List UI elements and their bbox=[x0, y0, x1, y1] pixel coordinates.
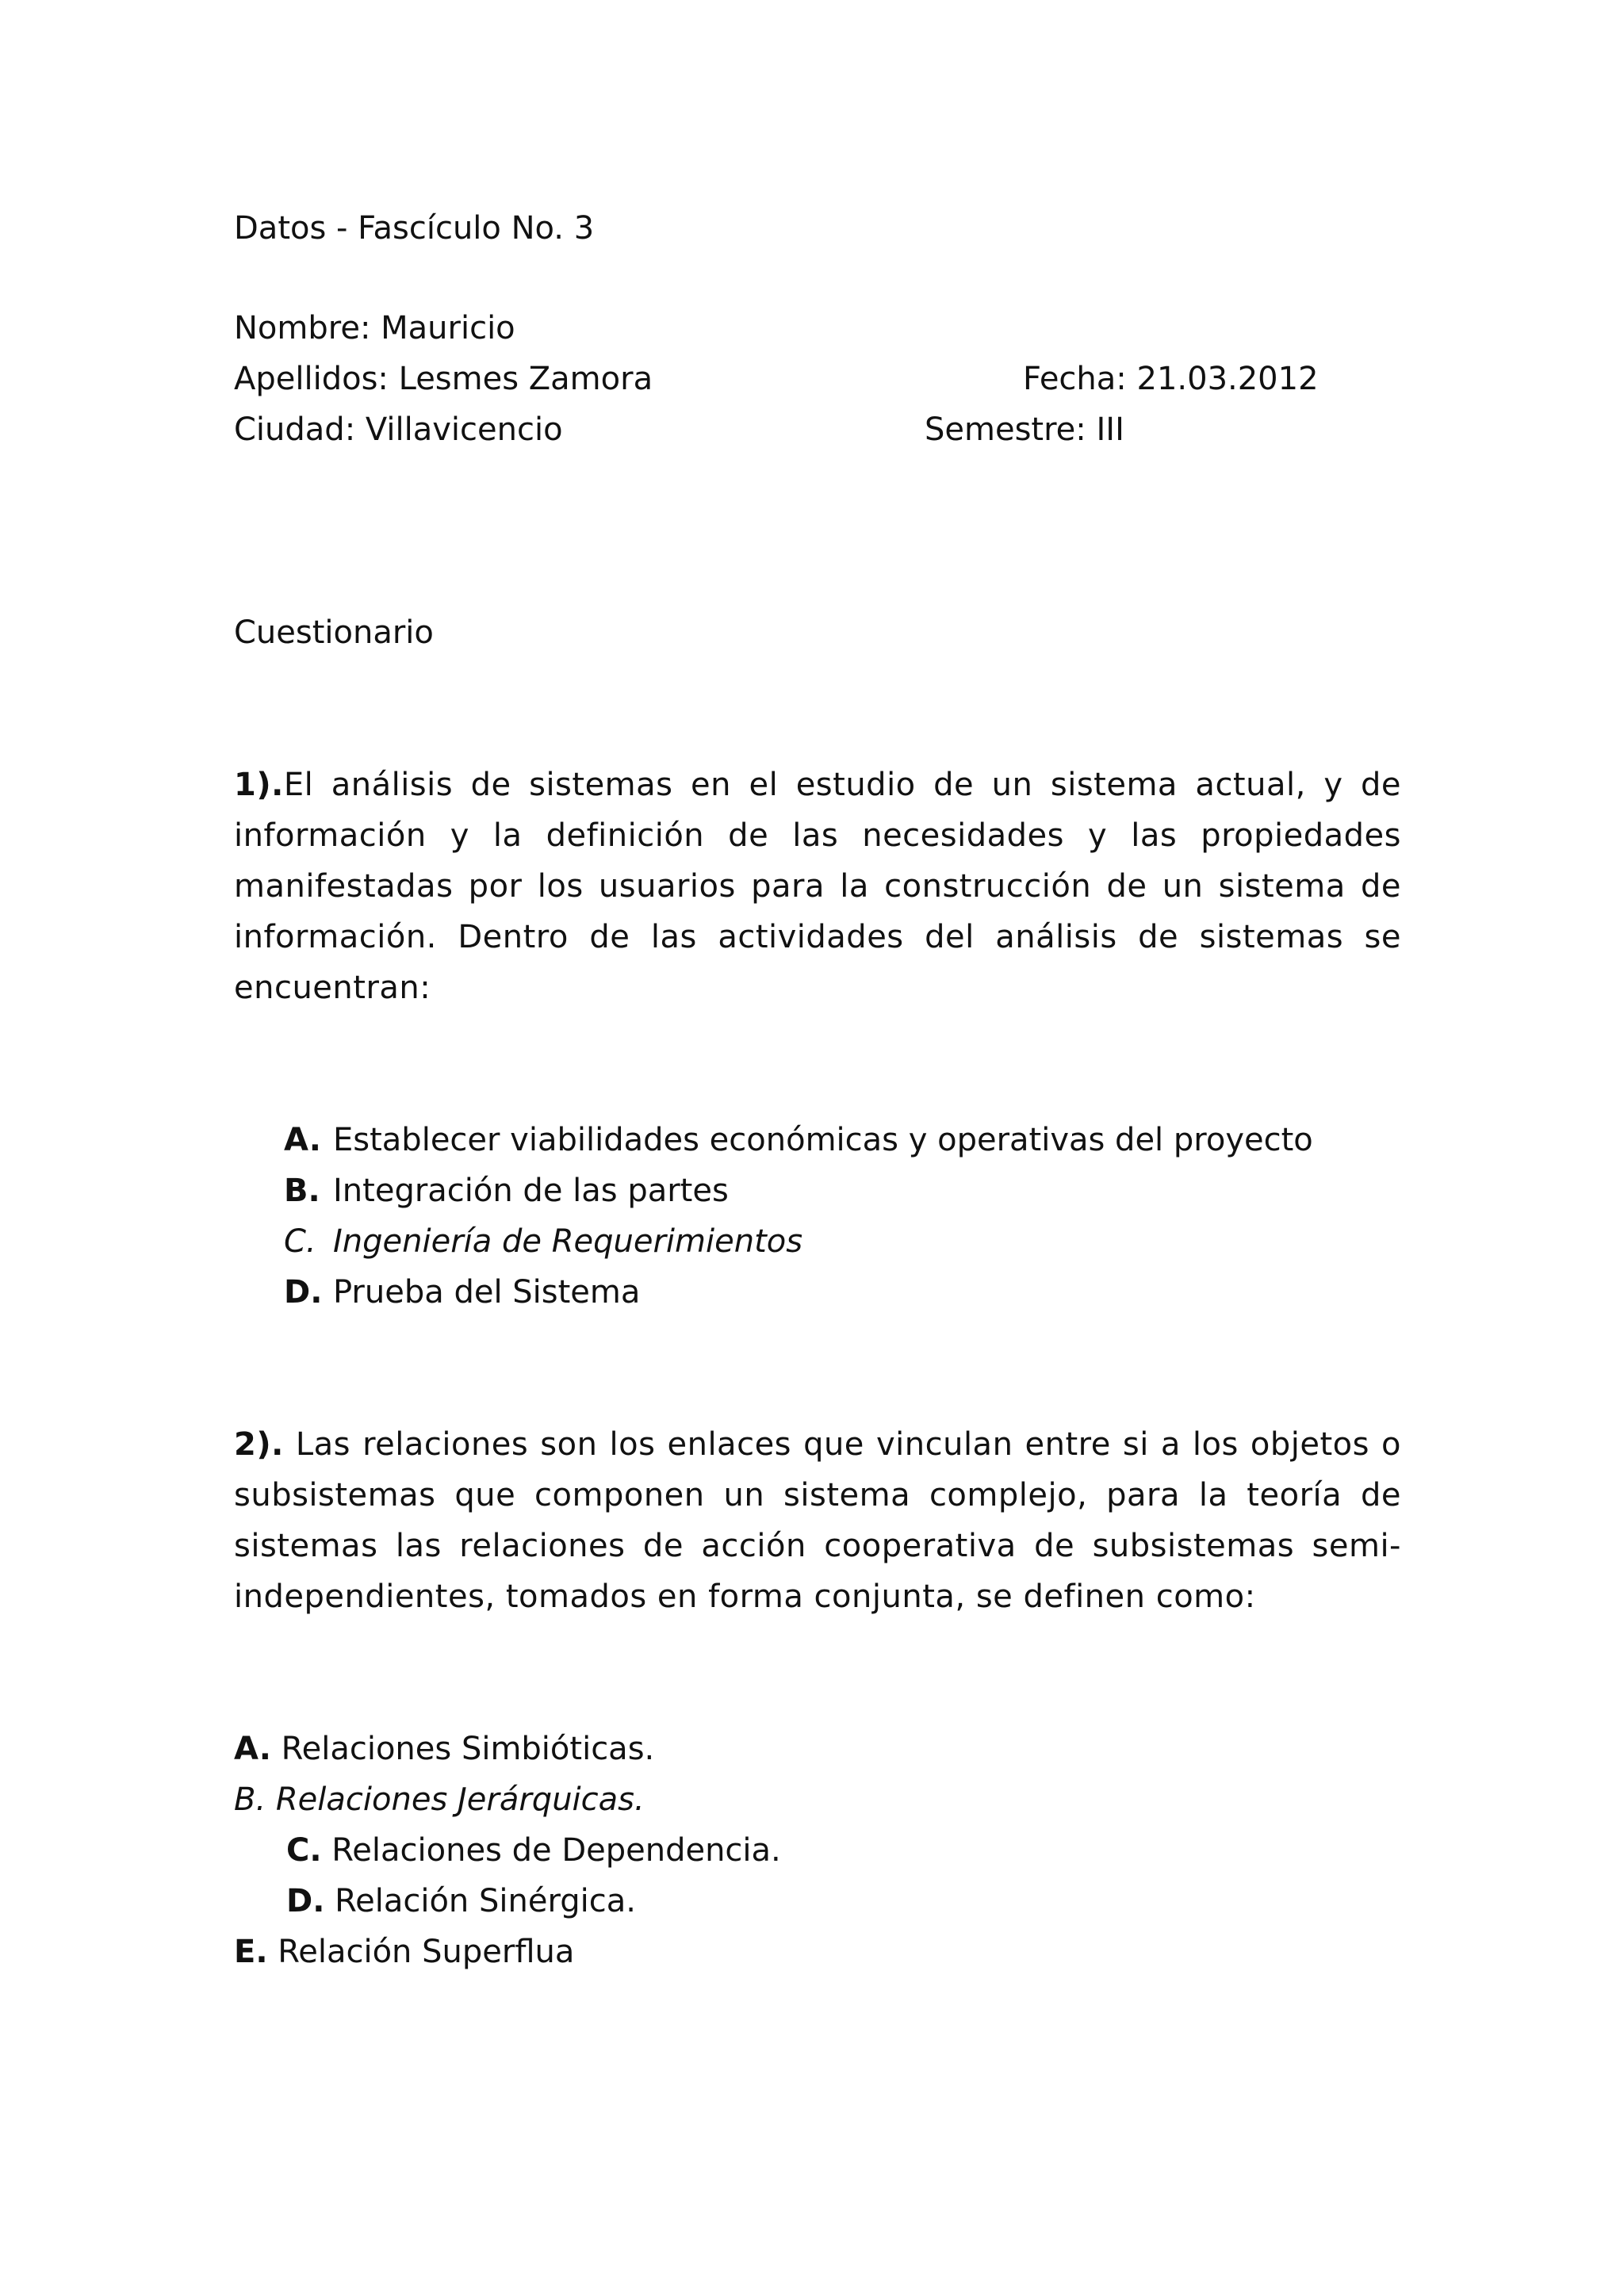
q1-option-d-key: D. bbox=[284, 1274, 323, 1311]
q2-option-c bbox=[286, 1832, 781, 1869]
q2-option-e bbox=[234, 1936, 574, 1968]
q2-option-b-key: B. bbox=[234, 1781, 266, 1818]
q1-option-b-text: Integración de las partes bbox=[333, 1173, 729, 1209]
question-2 bbox=[234, 1419, 1401, 1622]
field-ciudad: Ciudad: Villavicencio bbox=[234, 411, 563, 448]
question-1-number: 1). bbox=[234, 767, 284, 803]
q2-option-d-key: D. bbox=[286, 1883, 325, 1919]
value-semestre: III bbox=[1096, 411, 1124, 448]
q2-option-a-text: Relaciones Simbióticas. bbox=[281, 1731, 655, 1767]
q2-option-b bbox=[234, 1781, 645, 1818]
q2-option-d-text: Relación Sinérgica. bbox=[335, 1883, 636, 1919]
field-apellidos: Apellidos: Lesmes Zamora bbox=[234, 361, 653, 397]
question-1-text: El análisis de sistemas en el estudio de un sistema actual, y de información y la definición de las necesidades y las propiedades manifestadas por los usuarios para la construcción de un sistema de información. Dentro de las actividades del análisis de sistemas se encuentran: bbox=[234, 767, 1401, 1006]
label-ciudad: Ciudad bbox=[234, 411, 345, 448]
q1-option-c bbox=[284, 1223, 803, 1260]
q1-option-b-key: B. bbox=[284, 1173, 320, 1209]
question-2-text: Las relaciones son los enlaces que vinculan entre si a los objetos o subsistemas que componen un sistema complejo, para la teoría de sistemas las relaciones de acción cooperativa de subsistemas semi-independientes, tomados en forma conjunta, se definen como: bbox=[234, 1426, 1401, 1615]
q1-option-a-key: A. bbox=[284, 1122, 321, 1158]
field-fecha: Fecha: 21.03.2012 bbox=[1023, 361, 1319, 397]
question-1 bbox=[234, 760, 1401, 1013]
value-ciudad: Villavicencio bbox=[365, 411, 563, 448]
section-title: Cuestionario bbox=[234, 614, 434, 651]
q1-option-c-text: Ingeniería de Requerimientos bbox=[333, 1223, 803, 1260]
q2-option-b-text: Relaciones Jerárquicas. bbox=[275, 1781, 645, 1818]
q1-option-d bbox=[284, 1274, 641, 1311]
field-nombre: Nombre: Mauricio bbox=[234, 310, 515, 346]
q2-option-a bbox=[234, 1733, 654, 1765]
label-apellidos: Apellidos bbox=[234, 361, 378, 397]
value-nombre: Mauricio bbox=[381, 310, 515, 346]
q1-option-c-key: C. bbox=[284, 1223, 316, 1260]
q1-option-a bbox=[284, 1124, 1313, 1156]
field-semestre: Semestre: III bbox=[925, 411, 1124, 448]
label-semestre: Semestre bbox=[925, 411, 1076, 448]
q2-option-d bbox=[286, 1885, 636, 1917]
label-nombre: Nombre bbox=[234, 310, 360, 346]
q1-option-d-text: Prueba del Sistema bbox=[333, 1274, 641, 1311]
value-fecha: 21.03.2012 bbox=[1136, 361, 1319, 397]
label-fecha: Fecha bbox=[1023, 361, 1116, 397]
q2-option-e-key: E. bbox=[234, 1934, 268, 1970]
document-title: Datos - Fascículo No. 3 bbox=[234, 210, 595, 247]
q1-option-a-text: Establecer viabilidades económicas y operativas del proyecto bbox=[333, 1122, 1313, 1158]
q2-option-c-text: Relaciones de Dependencia. bbox=[331, 1832, 781, 1869]
q2-option-a-key: A. bbox=[234, 1731, 271, 1767]
q2-option-e-text: Relación Superflua bbox=[278, 1934, 575, 1970]
q1-option-b bbox=[284, 1175, 729, 1207]
q2-option-c-key: C. bbox=[286, 1832, 322, 1869]
value-apellidos: Lesmes Zamora bbox=[398, 361, 653, 397]
question-2-number: 2). bbox=[234, 1426, 284, 1463]
